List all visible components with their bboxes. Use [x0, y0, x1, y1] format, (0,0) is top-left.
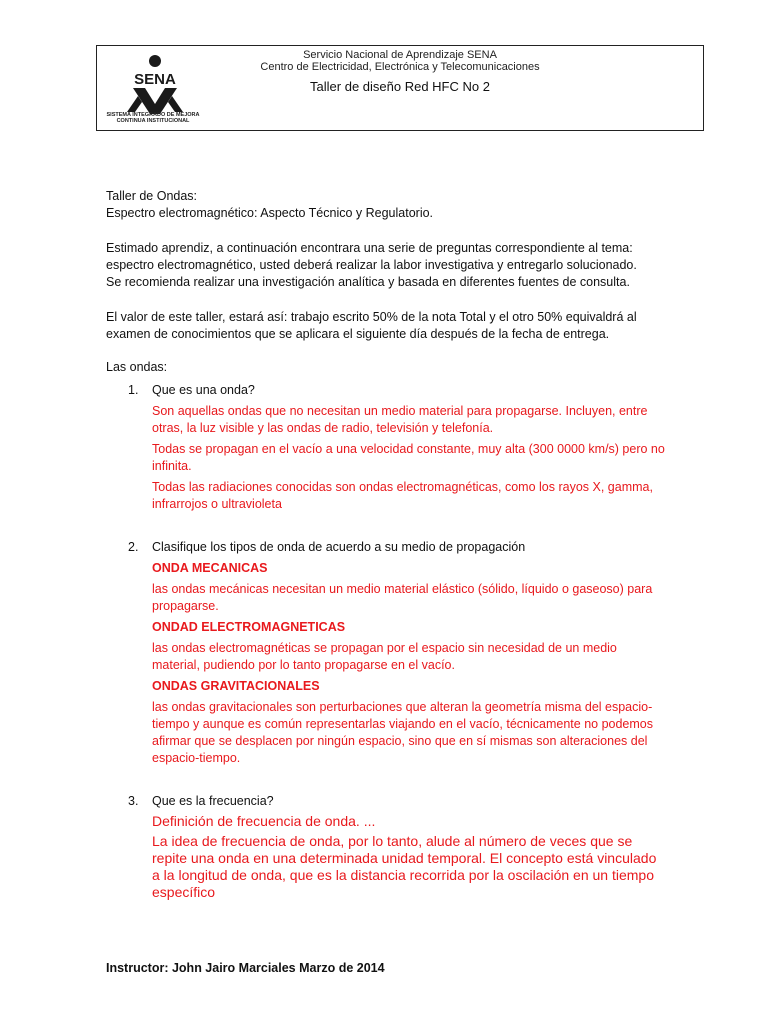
answer-paragraph: las ondas gravitacionales son perturbaciones que alteran la geometría misma del espacio-tiempo y aunque es común representarlas viajando en el vacío, técnicamente no podemos afirmar que se desplacen por ningún espacio, sino que en sí mismas son alteraciones del espacio-tiempo. — [152, 700, 653, 765]
answer-paragraph: Todas las radiaciones conocidas son ondas electromagnéticas, como los rayos X, gamma, infrarrojos o ultravioleta — [152, 480, 653, 511]
answer-1 — [152, 403, 666, 513]
answer-paragraph: las ondas electromagnéticas se propagan por el espacio sin necesidad de un medio material, pudiendo por lo tanto propagarse en el vacío. — [152, 641, 617, 672]
value-line: examen de conocimientos que se aplicara el siguiente día después de la fecha de entrega. — [106, 327, 610, 341]
answer-paragraph: Definición de frecuencia de onda. ... — [152, 813, 376, 829]
answer-2 — [152, 560, 666, 767]
header-center: Centro de Electricidad, Electrónica y Telecomunicaciones — [260, 61, 540, 73]
answer-heading-gravitacionales: ONDAS GRAVITACIONALES — [152, 679, 320, 693]
question-3 — [106, 793, 666, 810]
value-paragraph — [106, 309, 666, 343]
question-number: 3. — [128, 794, 139, 808]
question-text: Clasifique los tipos de onda de acuerdo a su medio de propagación — [152, 540, 526, 554]
waves-heading: Las ondas: — [106, 360, 168, 374]
answer-3 — [152, 813, 666, 901]
logo-caption: SISTEMA INTEGRADO DE MEJORA CONTINUA INSTITUCIONAL — [106, 112, 200, 124]
heading-taller: Taller de Ondas: — [106, 189, 198, 203]
answer-paragraph: Todas se propagan en el vacío a una velocidad constante, muy alta (300 0000 km/s) pero no infinita. — [152, 442, 665, 473]
answer-paragraph: Son aquellas ondas que no necesitan un medio material para propagarse. Incluyen, entre otras, la luz visible y las ondas de radio, televisión y telefonía. — [152, 404, 648, 435]
intro-paragraph — [106, 240, 666, 291]
question-2 — [106, 539, 666, 556]
document-header — [96, 45, 704, 131]
answer-heading-mecanicas: ONDA MECANICAS — [152, 561, 268, 575]
heading-espectro: Espectro electromagnético: Aspecto Técnico y Regulatorio. — [106, 206, 434, 220]
header-org: Servicio Nacional de Aprendizaje SENA — [303, 49, 497, 61]
intro-line: espectro electromagnético, usted deberá realizar la labor investigativa y entregarlo solucionado. — [106, 258, 637, 272]
intro-line: Estimado aprendiz, a continuación encontrara una serie de preguntas correspondiente al tema: — [106, 241, 633, 255]
answer-heading-electromagneticas: ONDAD ELECTROMAGNETICAS — [152, 620, 346, 634]
question-number: 1. — [128, 383, 139, 397]
svg-text:SENA: SENA — [134, 71, 176, 88]
document-body — [106, 188, 666, 901]
value-line: El valor de este taller, estará así: trabajo escrito 50% de la nota Total y el otro 50% equivaldrá al — [106, 310, 637, 324]
question-text: Que es la frecuencia? — [152, 794, 274, 808]
header-title: Taller de diseño Red HFC No 2 — [310, 79, 490, 94]
footer-instructor: Instructor: John Jairo Marciales Marzo de 2014 — [106, 961, 385, 975]
answer-paragraph: las ondas mecánicas necesitan un medio material elástico (sólido, líquido o gaseoso) para propagarse. — [152, 582, 653, 613]
question-1 — [106, 382, 666, 399]
answer-paragraph: La idea de frecuencia de onda, por lo tanto, alude al número de veces que se repite una onda en una determinada unidad temporal. El concepto está vinculado a la longitud de onda, que es la distancia recorrida por la oscilación en un tiempo específico — [152, 833, 657, 900]
question-number: 2. — [128, 540, 139, 554]
question-text: Que es una onda? — [152, 383, 255, 397]
intro-line: Se recomienda realizar una investigación analítica y basada en diferentes fuentes de consulta. — [106, 275, 630, 289]
